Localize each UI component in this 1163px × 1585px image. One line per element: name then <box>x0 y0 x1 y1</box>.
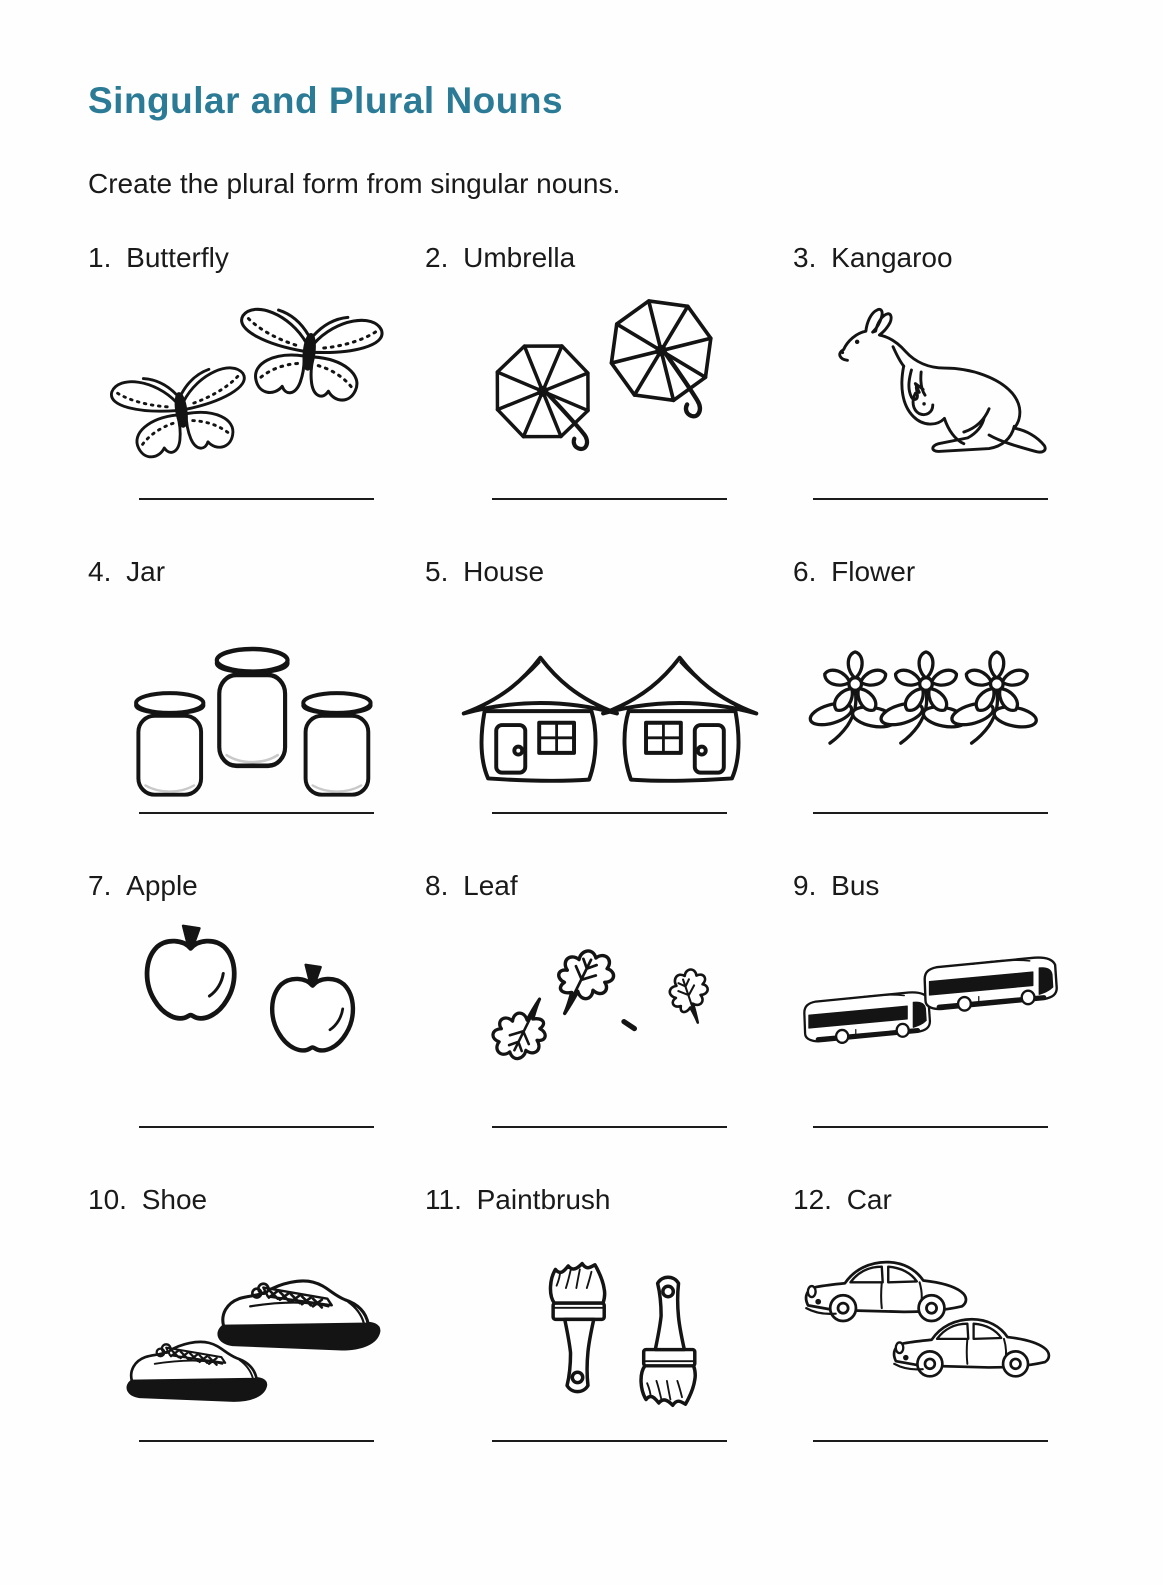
item-noun: Bus <box>831 870 880 901</box>
item-noun: Jar <box>126 556 166 587</box>
worksheet-item <box>88 1182 425 1496</box>
item-label <box>425 240 793 275</box>
item-noun: Apple <box>126 870 198 901</box>
item-number: 10. <box>88 1184 135 1215</box>
item-label <box>793 240 1067 275</box>
item-number: 1. <box>88 242 120 273</box>
item-number: 6. <box>793 556 825 587</box>
item-noun: Leaf <box>463 870 518 901</box>
item-label <box>88 240 425 275</box>
item-label <box>793 1182 1067 1217</box>
worksheet-item <box>88 554 425 868</box>
worksheet-item <box>793 1182 1067 1496</box>
item-noun: Car <box>846 1184 892 1215</box>
answer-blank[interactable] <box>813 812 1048 814</box>
answer-blank[interactable] <box>139 1440 374 1442</box>
item-number: 12. <box>793 1184 840 1215</box>
jars-icon <box>88 589 425 812</box>
item-noun: Butterfly <box>126 242 229 273</box>
worksheet-item <box>88 240 425 554</box>
cars-icon <box>793 1217 1067 1440</box>
item-noun: Shoe <box>141 1184 208 1215</box>
worksheet-item <box>793 240 1067 554</box>
answer-blank[interactable] <box>139 498 374 500</box>
answer-blank[interactable] <box>492 812 727 814</box>
item-noun: Paintbrush <box>476 1184 611 1215</box>
item-number: 9. <box>793 870 825 901</box>
item-label <box>425 1182 793 1217</box>
item-noun: Umbrella <box>463 242 576 273</box>
item-noun: House <box>463 556 545 587</box>
answer-blank[interactable] <box>813 1126 1048 1128</box>
item-label <box>425 868 793 903</box>
item-label <box>88 868 425 903</box>
kangaroos-icon <box>793 275 1067 498</box>
answer-blank[interactable] <box>492 1126 727 1128</box>
apples-icon <box>88 903 425 1126</box>
umbrellas-icon <box>425 275 793 498</box>
worksheet-item <box>425 868 793 1182</box>
worksheet-item <box>425 1182 793 1496</box>
leaves-icon <box>425 903 793 1126</box>
item-number: 4. <box>88 556 120 587</box>
answer-blank[interactable] <box>492 498 727 500</box>
answer-blank[interactable] <box>139 812 374 814</box>
houses-icon <box>425 589 793 812</box>
item-number: 8. <box>425 870 457 901</box>
worksheet-page <box>0 80 1163 1585</box>
worksheet-item <box>793 554 1067 868</box>
instruction-text: Create the plural form from singular nouns. <box>88 168 621 199</box>
paintbrushes-icon <box>425 1217 793 1440</box>
item-number: 3. <box>793 242 825 273</box>
worksheet-item <box>793 868 1067 1182</box>
worksheet-item <box>425 240 793 554</box>
item-noun: Kangaroo <box>831 242 953 273</box>
answer-blank[interactable] <box>813 1440 1048 1442</box>
item-number: 11. <box>425 1184 470 1215</box>
shoes-icon <box>88 1217 425 1440</box>
flowers-icon <box>793 589 1067 812</box>
item-number: 5. <box>425 556 457 587</box>
item-label <box>793 868 1067 903</box>
page-title: Singular and Plural Nouns <box>88 80 564 121</box>
item-label <box>88 554 425 589</box>
buses-icon <box>793 903 1067 1126</box>
item-number: 7. <box>88 870 120 901</box>
worksheet-item <box>425 554 793 868</box>
butterflies-icon <box>88 275 425 498</box>
worksheet-item <box>88 868 425 1182</box>
item-number: 2. <box>425 242 457 273</box>
item-label <box>425 554 793 589</box>
item-label <box>88 1182 425 1217</box>
item-noun: Flower <box>831 556 916 587</box>
worksheet-grid <box>88 240 1067 1496</box>
answer-blank[interactable] <box>813 498 1048 500</box>
answer-blank[interactable] <box>492 1440 727 1442</box>
answer-blank[interactable] <box>139 1126 374 1128</box>
item-label <box>793 554 1067 589</box>
